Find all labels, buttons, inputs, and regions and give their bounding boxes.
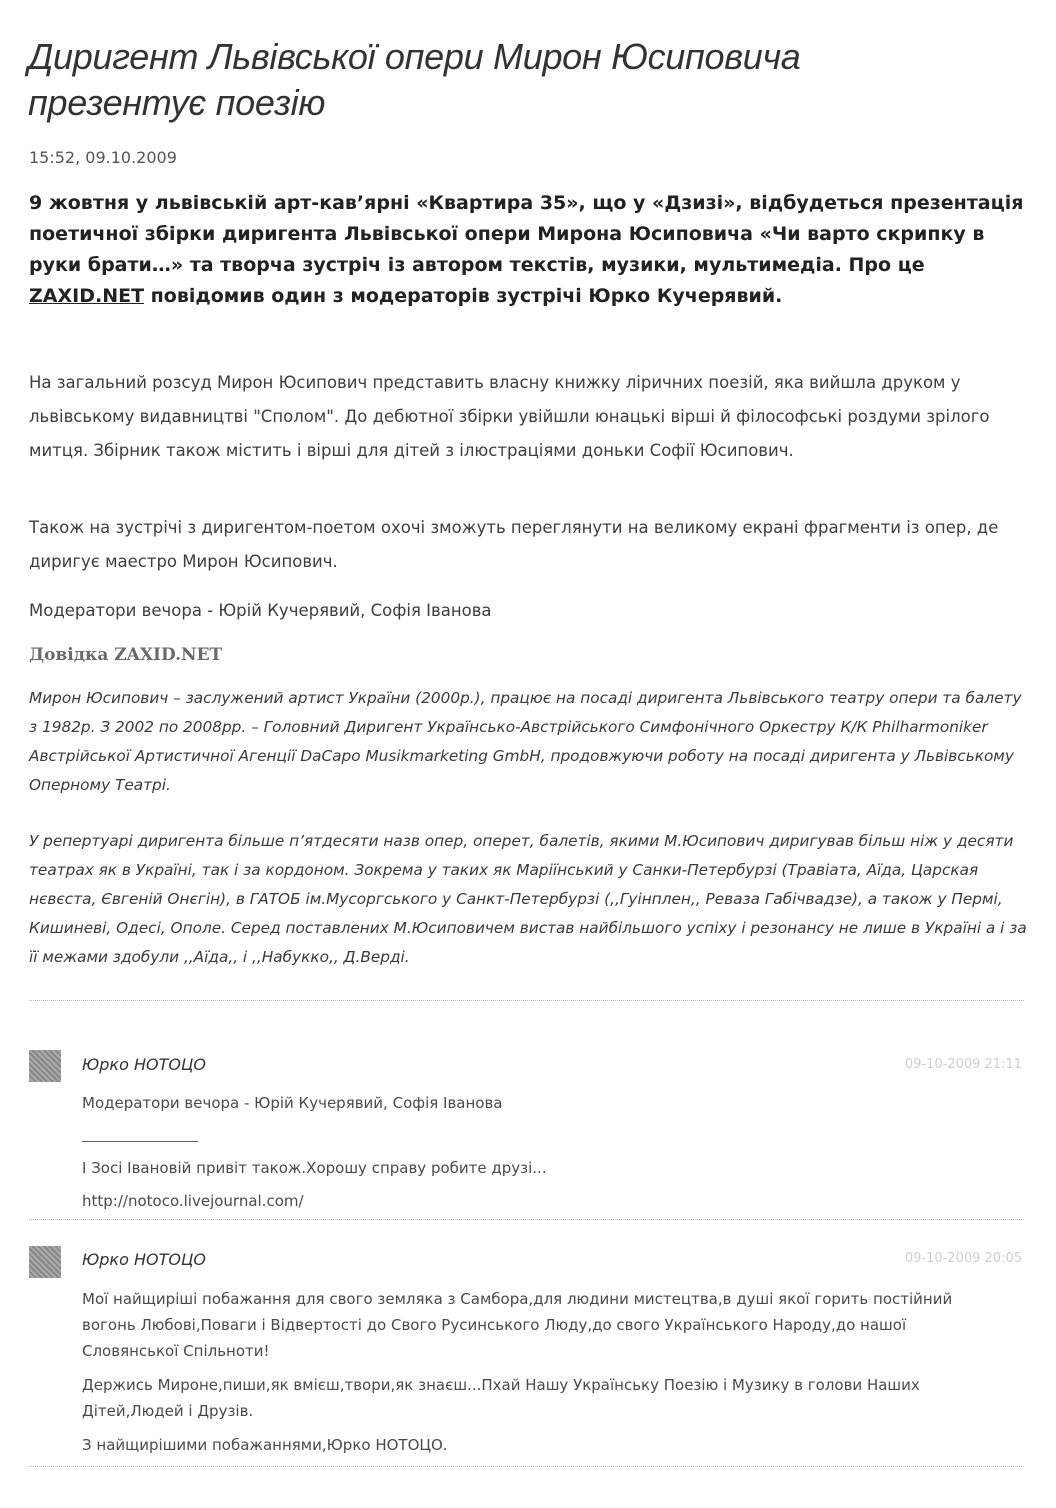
comment-date: 09-10-2009 21:11 (904, 1057, 1022, 1072)
comment-author: Юрко НОТОЦО (82, 1250, 206, 1269)
lead-text-start: 9 жовтня у львівській арт-кав’ярні «Квартира 35», що у «Дзизі», відбудеться презентація поетичної збірки диригента Львівської опери Мирона Юсиповича «Чи варто скрипку в руки брати…» та творча зустріч із автором текстів, музики, мультимедіа. Про це (29, 192, 1024, 276)
reference-paragraph: У репертуарі диригента більше п’ятдесяти назв опер, оперет, балетів, якими М.Юсипович диригував більш ніж у десяти театрах як в Україні, так і за кордоном. Зокрема у таких як Маріїнський у Санки-Петербурзі (Травіата, Аїда, Царская нєвєста, Євгеній Онєгін), в ГАТОБ ім.Мусоргського у Санкт-Петербурзі (,,Гуінплен,, Реваза Габічвадзе), а також у Пермі, Кишиневі, Одесі, Ополе. Серед поставлених М.Юсиповичем вистав найбільшого успіху і резонансу не лише в Україні а і за її межами здобули ,,Аїда,, і ,,Набукко,, Д.Верді. (29, 832, 1027, 966)
comment-text: І Зосі Івановій привіт також.Хорошу справу робите друзі... (82, 1159, 547, 1177)
comment-divider (29, 1219, 1024, 1220)
comment-text: Модератори вечора - Юрій Кучерявий, Софія Іванова (82, 1094, 503, 1112)
body-paragraph: Також на зустрічі з диригентом-поетом охочі зможуть переглянути на великому екрані фрагменти із опер, де диригує маестро Мирон Юсипович. (29, 518, 999, 571)
comments-divider (29, 1000, 1024, 1001)
zaxid-link[interactable]: ZAXID.NET (29, 285, 145, 307)
lead-text-end: повідомив один з модераторів зустрічі Юрко Кучерявий. (144, 285, 783, 307)
comment-text: Мої найщиріші побажання для свого земляка з Самбора,для людини мистецтва,в душі якої горить постійний вогонь Любові,Поваги і Відвертості до Свого Русинського Люду,до свого Українського Народу,до нашої Словянської Спільноти! (82, 1290, 953, 1360)
article-title: Диригент Львівської опери Мирон Юсиповича презентує поезію (28, 36, 801, 123)
article-timestamp: 15:52, 09.10.2009 (29, 148, 177, 167)
comment-date: 09-10-2009 20:05 (904, 1251, 1022, 1266)
comment-divider (29, 1466, 1024, 1467)
body-paragraph: На загальний розсуд Мирон Юсипович представить власну книжку ліричних поезій, яка вийшла друком у львівському видавництві "Сполом". До дебютної збірки увійшли юнацькі вірші й філософські роздуми зрілого митця. Збірник також містить і вірші для дітей з ілюстраціями доньки Софії Юсипович. (29, 373, 990, 460)
avatar (29, 1246, 61, 1278)
comment-text: Держись Мироне,пиши,як вмієш,твори,як знаєш...Пхай Нашу Українську Поезію і Музику в голови Наших Дітей,Людей і Друзів. (82, 1376, 920, 1420)
comment-url: http://notoco.livejournal.com/ (82, 1192, 304, 1210)
article-lead (29, 188, 1029, 312)
avatar (29, 1050, 61, 1082)
reference-paragraph: Мирон Юсипович – заслужений артист України (2000р.), працює на посаді диригента Львівського театру опери та балету з 1982р. З 2002 по 2008рр. – Головний Диригент Українсько-Австрійського Симфонічного Оркестру К/К Philharmoniker Австрійської Артистичної Агенції DaCapo Musikmarketing GmbH, продовжуючи роботу на посаді диригента у Львівському Оперному Театрі. (29, 689, 1022, 794)
signature-rule (82, 1141, 198, 1142)
moderators-line: Модератори вечора - Юрій Кучерявий, Софія Іванова (29, 601, 492, 620)
reference-heading: Довідка ZAXID.NET (29, 645, 223, 665)
comment-author: Юрко НОТОЦО (82, 1055, 206, 1074)
comment-text: З найщирішими побажаннями,Юрко НОТОЦО. (82, 1436, 448, 1454)
